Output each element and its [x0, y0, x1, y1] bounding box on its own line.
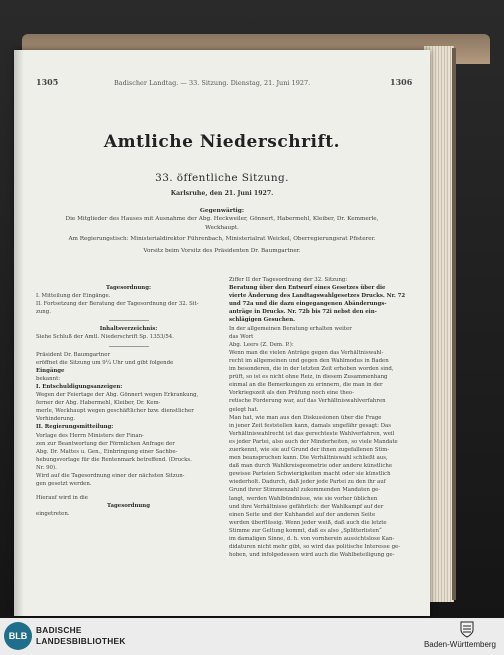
text-line: II. Regierungsmitteilung: [36, 424, 114, 431]
book-spine-shadow [452, 48, 456, 600]
text-line: zen zur Beantwortung der Förmlichen Anfrage der [36, 440, 175, 447]
text-line: vierte Änderung des Landtagswahlgesetzes Drucks. Nr. 72 [229, 293, 406, 300]
text-line: zung. [36, 309, 51, 316]
text-line: schlägigen Gesuchen. [229, 317, 296, 324]
text-line: Man hat, wie man aus den Diskussionen über die Frage [229, 414, 382, 421]
text-line: Ziffer II der Tagesordnung der 32. Sitzung: [229, 277, 348, 283]
text-line: und 72a und die dazu eingegangenen Abänderungs- [229, 301, 387, 308]
text-line: hebungsvorlage für die Rentenmark betreffend. (Drucks. [36, 456, 192, 463]
text-line: ferner der Abg. Habermehl, Kleiber, Dr. Kem- [36, 400, 161, 407]
section-divider [109, 346, 149, 347]
blb-logo[interactable]: BLB [4, 622, 32, 650]
text-line: Abg. Leers (Z. Dem. P.): [229, 341, 294, 348]
text-line: In der allgemeinen Beratung erhalten weiter [229, 325, 352, 332]
text-line: Stimme zur Geltung kommt, daß es also „Splitterlisten“ [229, 527, 382, 534]
text-line: Nr. 90). [36, 464, 57, 471]
text-line: men beanspruchen kann. Die Verhältniswahl schließt aus, [229, 455, 388, 462]
page-number-right: 1306 [390, 77, 413, 87]
text-line: gewisse Parteien Schwierigkeiten macht oder sie künstlich [229, 471, 391, 478]
text-line: Eingänge [36, 367, 65, 374]
text-line: prüft, so ist es nicht ohne Reiz, in diesem Zusammenhang [229, 374, 388, 381]
text-line: hoben, und infolgedessen wird auch die Wahlbeteiligung ge- [229, 552, 395, 559]
text-line: I. Mitteilung der Eingänge. [36, 293, 111, 300]
text-line: II. Fortsetzung der Beratung der Tagesordnung der 32. Sit- [36, 301, 199, 308]
text-line: Wenn man die vielen Anträge gegen das Verhältniswahl- [229, 349, 384, 356]
text-line: zuerkennt, wie sie auf Grund der ihnen zugefallenen Stim- [229, 446, 390, 453]
left-column [36, 284, 221, 518]
text-line: Wegen der Feiertage der Abg. Gönnert wegen Erkrankung, [36, 392, 199, 399]
text-line: Abg. Dr. Mattes u. Gen., Einbringung einer Sachbe- [36, 448, 178, 455]
page-title: Amtliche Niederschrift. [103, 132, 341, 152]
text-line: recht im allgemeinen und gegen den Wahlmodus in Baden [229, 357, 389, 364]
text-line: Verhältniswahlrecht ist das gerechteste Wahlverfahren, weil [229, 430, 395, 437]
text-line: Präsident Dr. Baumgartner [36, 351, 111, 358]
text-line: eingetreten. [36, 511, 70, 518]
document-page [14, 50, 430, 616]
state-name: Baden-Württemberg [423, 640, 496, 649]
text-line: Tagesordnung [107, 503, 150, 510]
text-line: Hierauf wird in die [36, 495, 88, 502]
library-footer [0, 618, 504, 655]
present-line: Am Regierungstisch: Ministerialdirektor Führenbach, Ministerialrat Weickel, Oberregierungsrat Pfisterer. [68, 236, 376, 242]
text-line: werden überflüssig. Wenn jeder weiß, daß auch die letzte [229, 519, 387, 526]
state-crest-icon [460, 621, 474, 638]
present-line: Weckhaupt. [205, 225, 239, 231]
text-line: merle, Weckhaupt wegen geschäftlicher bzw. dienstlicher [36, 408, 194, 415]
text-line: Tagesordnung: [106, 285, 151, 291]
present-line: Vorsitz beim Vorsitz des Präsidenten Dr. Baumgartner. [143, 248, 301, 254]
section-divider [109, 320, 149, 321]
text-line: im besonderen, die in der letzten Zeit erhoben worden sind, [229, 366, 394, 373]
text-line: eröffnet die Sitzung um 9¼ Uhr und gibt folgende [36, 359, 174, 366]
text-line: retische Forderung war, auf das Verhältniswahlverfahren [229, 398, 386, 405]
library-name-line1: BADISCHE [36, 625, 82, 635]
text-line: Wird auf die Tagesordnung einer der nächsten Sitzun- [36, 472, 185, 479]
text-line: wiederholt. Dadurch, daß jeder jede Partei zu den ihr auf [229, 479, 386, 486]
page-number-left: 1305 [36, 77, 59, 87]
present-line: Die Mitglieder des Hauses mit Ausnahme der Abg. Heckweiler, Gönnert, Habermehl, Kleiber, Dr. Kemmerle, [65, 216, 379, 222]
text-line: gelegt hat. [229, 406, 259, 413]
text-line: didaturen nicht mehr gibt, so wird das politische Interesse ge- [229, 544, 401, 551]
text-line: daß man durch Wahlkreisgeometrie oder andere künstliche [229, 463, 393, 470]
text-line: gen gesetzt werden. [36, 481, 92, 488]
text-line: Beratung über den Entwurf eines Gesetzes über die [229, 285, 386, 292]
right-column [229, 276, 424, 559]
text-line: einmal an die Bemerkungen zu erinnern, die man in der [229, 382, 383, 389]
present-heading: Gegenwärtig: [199, 207, 245, 214]
text-line: Siehe Schluß der Amtl. Niederschrift Sp. 1353/54. [36, 334, 174, 341]
text-line: I. Entschuldigungsanzeigen: [36, 383, 123, 390]
text-line: bekannt: [36, 375, 61, 382]
text-line: Vorkriegszeit als den Prüfung noch eine theo- [229, 390, 354, 397]
running-title: Badischer Landtag. — 33. Sitzung. Dienstag, 21. Juni 1927. [114, 79, 311, 87]
text-line: Grund ihrer Stimmenzahl zukommenden Mandaten ge- [229, 487, 381, 494]
text-line: und ihre Verhältnisse gefährlich: der Wahlkampf auf der [229, 503, 384, 510]
text-line: Vorlage des Herrn Ministers der Finan- [36, 432, 144, 439]
text-line: anträge in Drucks. Nr. 72b bis 72i nebst den ein- [229, 309, 377, 316]
text-line: im damaligen Sinne, d. h. von vornherein aussichtslose Kan- [229, 536, 395, 542]
text-line: Inhaltsverzeichnis: [99, 326, 158, 333]
date-line: Karlsruhe, den 21. Juni 1927. [170, 190, 274, 197]
library-name-line2: LANDESBIBLIOTHEK [36, 636, 126, 646]
text-line: einen Seite und der Kuhhandel auf der anderen Seite [229, 511, 376, 518]
text-line: Verhinderung. [36, 416, 76, 423]
text-line: in jener Zeit feststellen kann, damals ungefähr gesagt: Das [229, 422, 391, 429]
text-line: langt, werden Wahlbündnisse, wie sie vorher üblichen [229, 495, 378, 502]
text-line: es jeder Partei, also auch der Minderheiten, so viele Mandate [229, 438, 398, 445]
session-heading: 33. öffentliche Sitzung. [155, 172, 289, 184]
text-line: das Wort [229, 333, 254, 340]
